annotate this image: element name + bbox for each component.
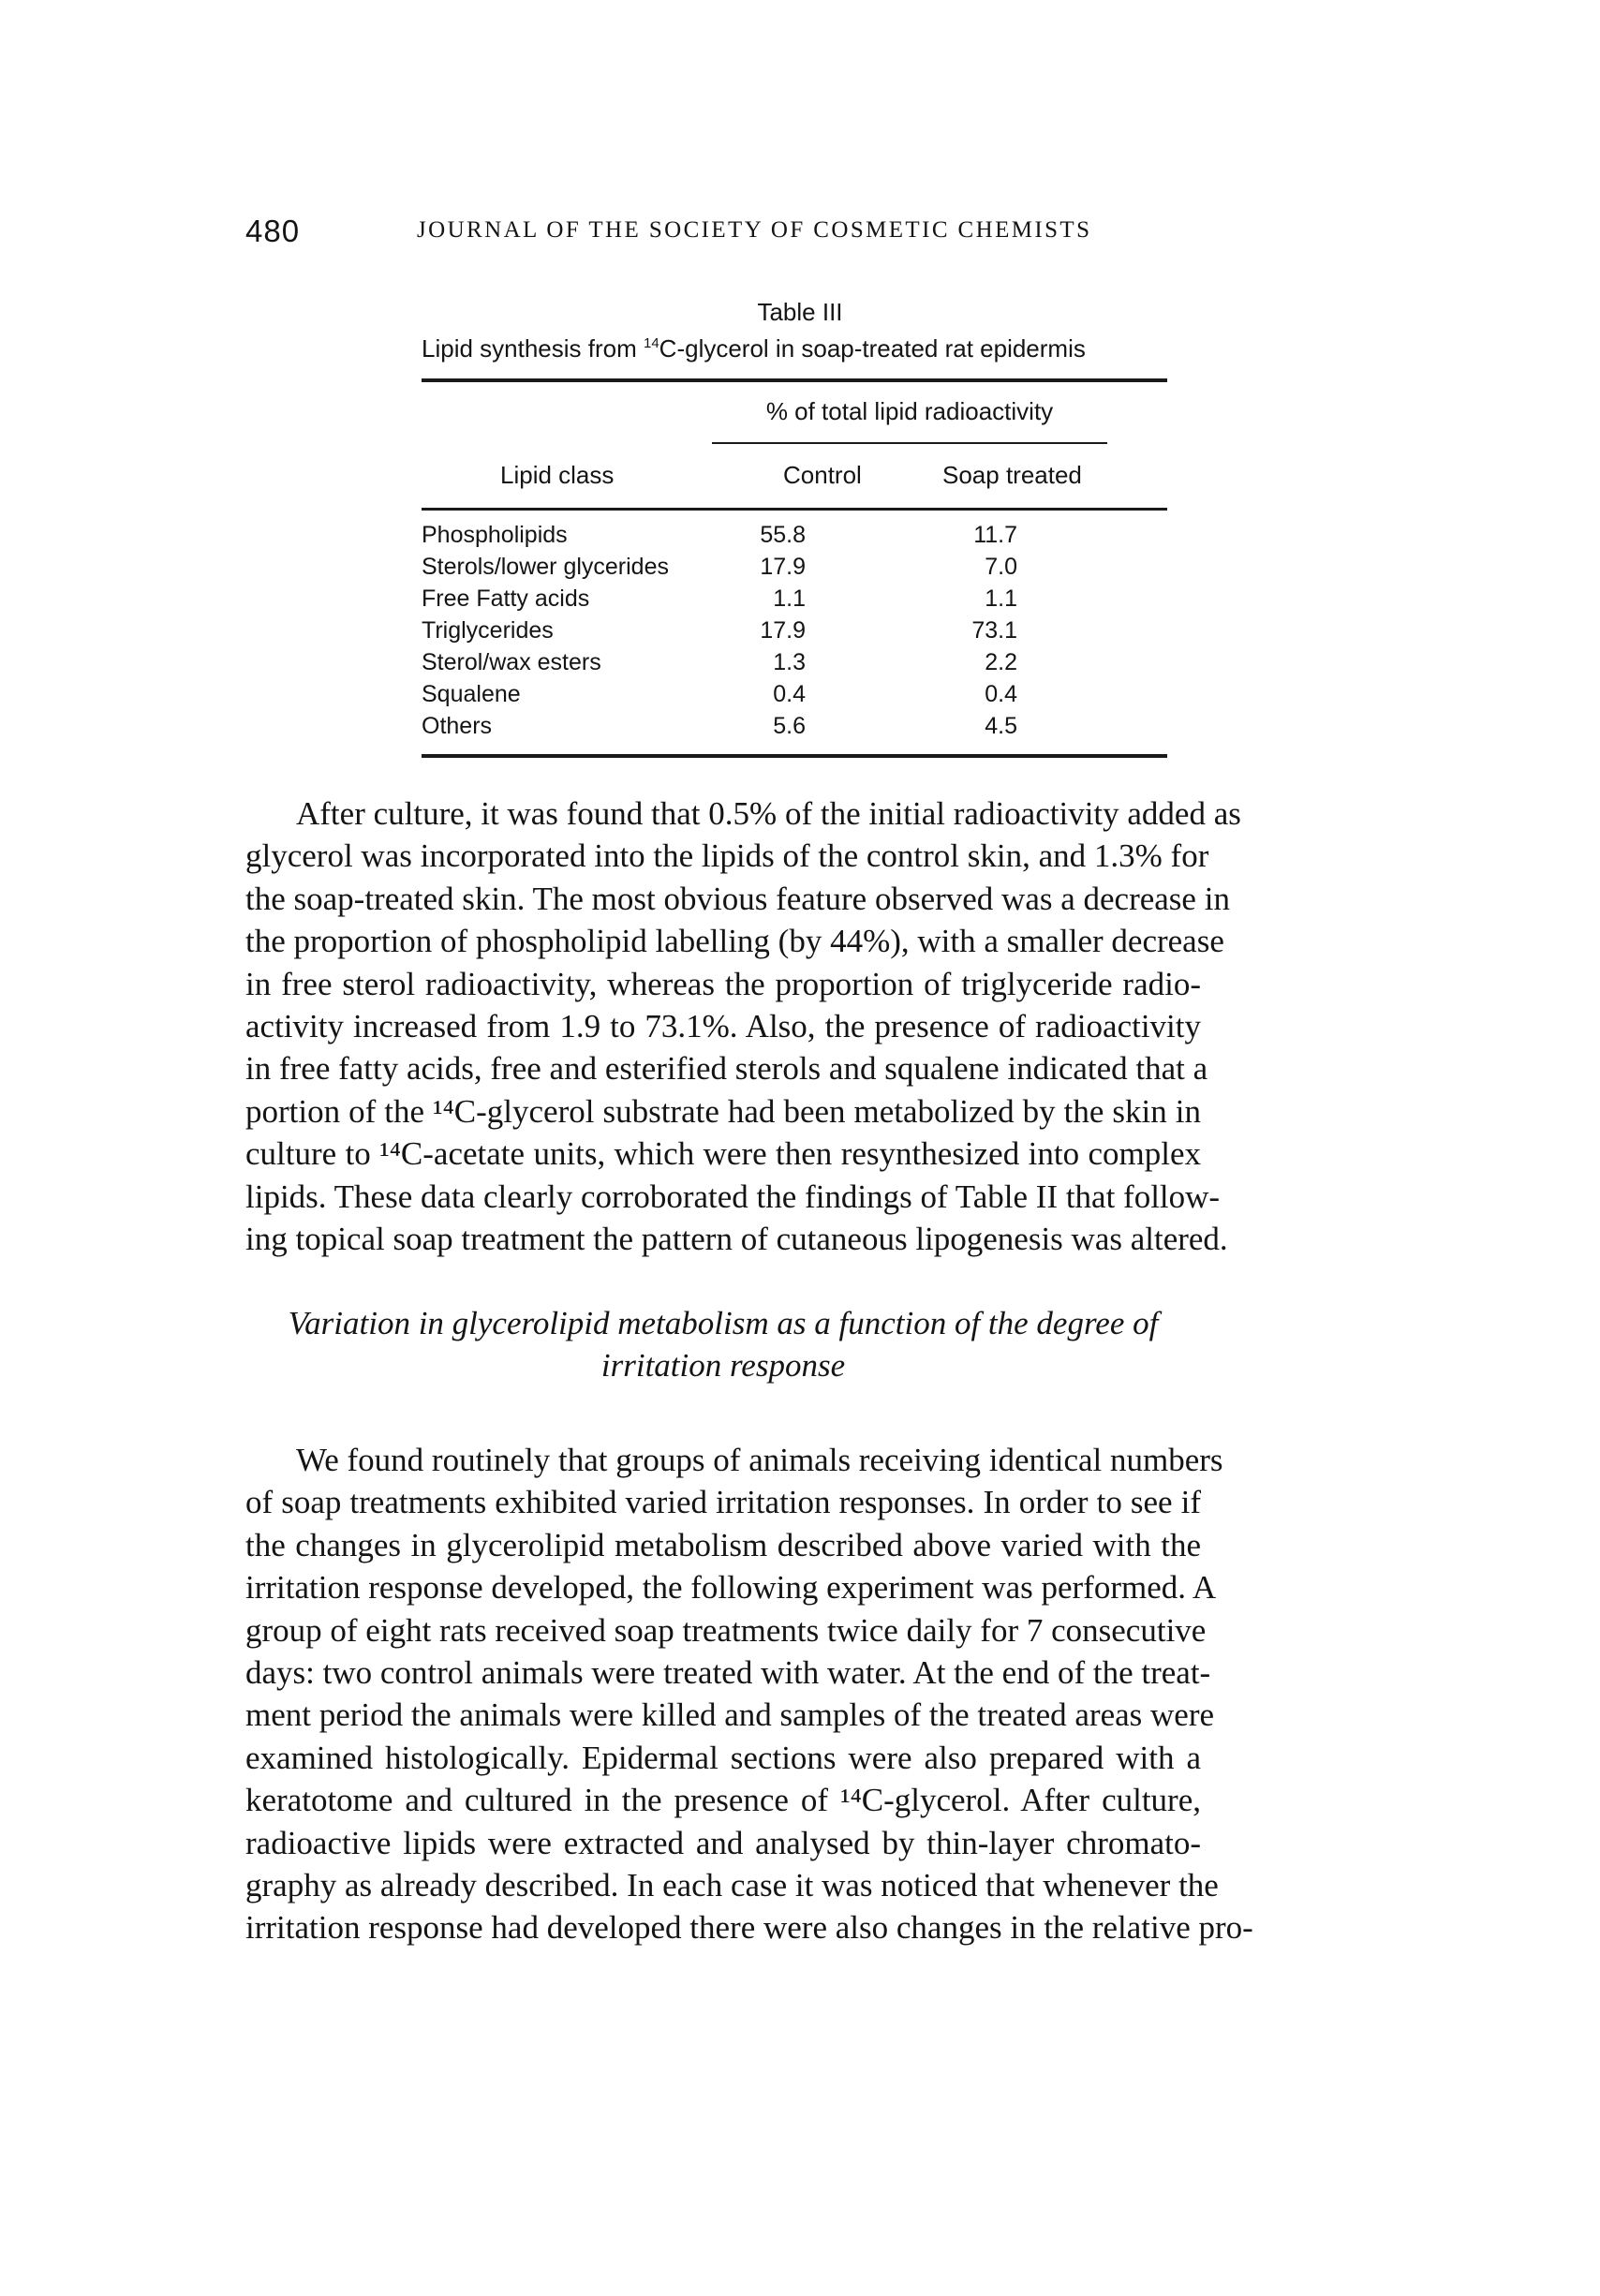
cell-control: 17.9	[760, 617, 806, 644]
text-line: portion of the ¹⁴C-glycerol substrate had been metabolized by the skin in	[245, 1092, 1201, 1130]
text-line: irritation response had developed there were also changes in the relative pro-	[245, 1909, 1253, 1947]
cell-lipid-class: Others	[422, 713, 493, 739]
table-body	[422, 522, 1167, 745]
text-line: examined histologically. Epidermal sections were also prepared with a	[245, 1739, 1201, 1776]
cell-soap-treated: 0.4	[985, 681, 1017, 707]
cell-soap-treated: 7.0	[985, 554, 1017, 580]
text-line: group of eight rats received soap treatments twice daily for 7 consecutive	[245, 1611, 1207, 1649]
paragraph-variation	[245, 1439, 1253, 1949]
cell-control: 55.8	[760, 522, 806, 548]
text-line: in free fatty acids, free and esterified sterols and squalene indicated that a	[245, 1050, 1208, 1088]
table-row	[422, 713, 1167, 745]
cell-lipid-class: Triglycerides	[422, 617, 554, 644]
cell-control: 1.3	[773, 649, 806, 675]
table-row	[422, 617, 1167, 649]
text-line: of soap treatments exhibited varied irritation responses. In order to see if	[245, 1484, 1201, 1521]
text-line: glycerol was incorporated into the lipids of the control skin, and 1.3% for	[245, 837, 1209, 875]
cell-soap-treated: 4.5	[985, 713, 1017, 739]
cell-lipid-class: Sterol/wax esters	[422, 649, 601, 675]
cell-soap-treated: 1.1	[985, 585, 1017, 612]
text-line: ment period the animals were killed and samples of the treated areas were	[245, 1696, 1215, 1734]
cell-control: 0.4	[773, 681, 806, 707]
text-line: graphy as already described. In each case it was noticed that whenever the	[245, 1866, 1219, 1903]
text-line: We found routinely that groups of animals receiving identical numbers	[296, 1442, 1223, 1478]
table-caption-post: C-glycerol in soap-treated rat epidermis	[659, 334, 1086, 363]
text-line: the soap-treated skin. The most obvious feature observed was a decrease in	[245, 880, 1230, 917]
column-header-lipid-class: Lipid class	[500, 461, 615, 489]
section-heading-line-2: irritation response	[600, 1347, 846, 1384]
table-top-rule	[422, 378, 1167, 382]
table-row	[422, 522, 1167, 554]
page-number: 480	[245, 214, 301, 248]
text-line: activity increased from 1.9 to 73.1%. Also, the presence of radioactivity	[245, 1007, 1201, 1044]
text-line: in free sterol radioactivity, whereas the proportion of triglyceride radio-	[245, 965, 1201, 1002]
table-spanning-header: % of total lipid radioactivity	[765, 397, 1054, 425]
journal-title: JOURNAL OF THE SOCIETY OF COSMETIC CHEMISTS	[417, 217, 1092, 243]
table-row	[422, 585, 1167, 617]
text-line: the changes in glycerolipid metabolism described above varied with the	[245, 1526, 1201, 1563]
text-line: After culture, it was found that 0.5% of the initial radioactivity added as	[296, 795, 1241, 832]
table-bottom-rule	[422, 754, 1167, 758]
table-header-rule	[422, 508, 1167, 511]
cell-lipid-class: Squalene	[422, 681, 521, 707]
text-line: culture to ¹⁴C-acetate units, which were then resynthesized into complex	[245, 1135, 1201, 1173]
text-line: days: two control animals were treated with water. At the end of the treat-	[245, 1653, 1211, 1691]
table-caption	[422, 334, 1086, 363]
text-line: lipids. These data clearly corroborated the findings of Table II that follow-	[245, 1178, 1221, 1215]
table-caption-pre: Lipid synthesis from	[422, 334, 644, 363]
text-line: ing topical soap treatment the pattern of cutaneous lipogenesis was altered.	[245, 1220, 1228, 1257]
cell-control: 1.1	[773, 585, 806, 612]
column-header-soap-treated: Soap treated	[942, 461, 1082, 489]
cell-control: 5.6	[773, 713, 806, 739]
cell-soap-treated: 73.1	[971, 617, 1017, 644]
table-label: Table III	[757, 298, 843, 326]
column-header-control: Control	[783, 461, 862, 489]
table-row	[422, 681, 1167, 713]
table-caption-superscript: 14	[643, 335, 659, 351]
table-spanner-rule	[712, 442, 1107, 444]
section-heading-line-1: Variation in glycerolipid metabolism as a function of the degree of	[288, 1305, 1159, 1341]
table-row	[422, 554, 1167, 585]
text-line: keratotome and cultured in the presence of ¹⁴C-glycerol. After culture,	[245, 1782, 1201, 1819]
paragraph-results	[245, 792, 1241, 1260]
running-header	[245, 214, 1201, 255]
cell-control: 17.9	[760, 554, 806, 580]
section-heading	[245, 1302, 1201, 1386]
cell-soap-treated: 2.2	[985, 649, 1017, 675]
cell-lipid-class: Free Fatty acids	[422, 585, 590, 612]
text-line: irritation response developed, the following experiment was performed. A	[245, 1569, 1217, 1607]
table-row	[422, 649, 1167, 681]
cell-lipid-class: Phospholipids	[422, 522, 568, 548]
cell-soap-treated: 11.7	[973, 522, 1017, 548]
text-line: the proportion of phospholipid labelling (by 44%), with a smaller decrease	[245, 923, 1224, 960]
cell-lipid-class: Sterols/lower glycerides	[422, 554, 669, 580]
text-line: radioactive lipids were extracted and analysed by thin-layer chromato-	[245, 1824, 1201, 1861]
